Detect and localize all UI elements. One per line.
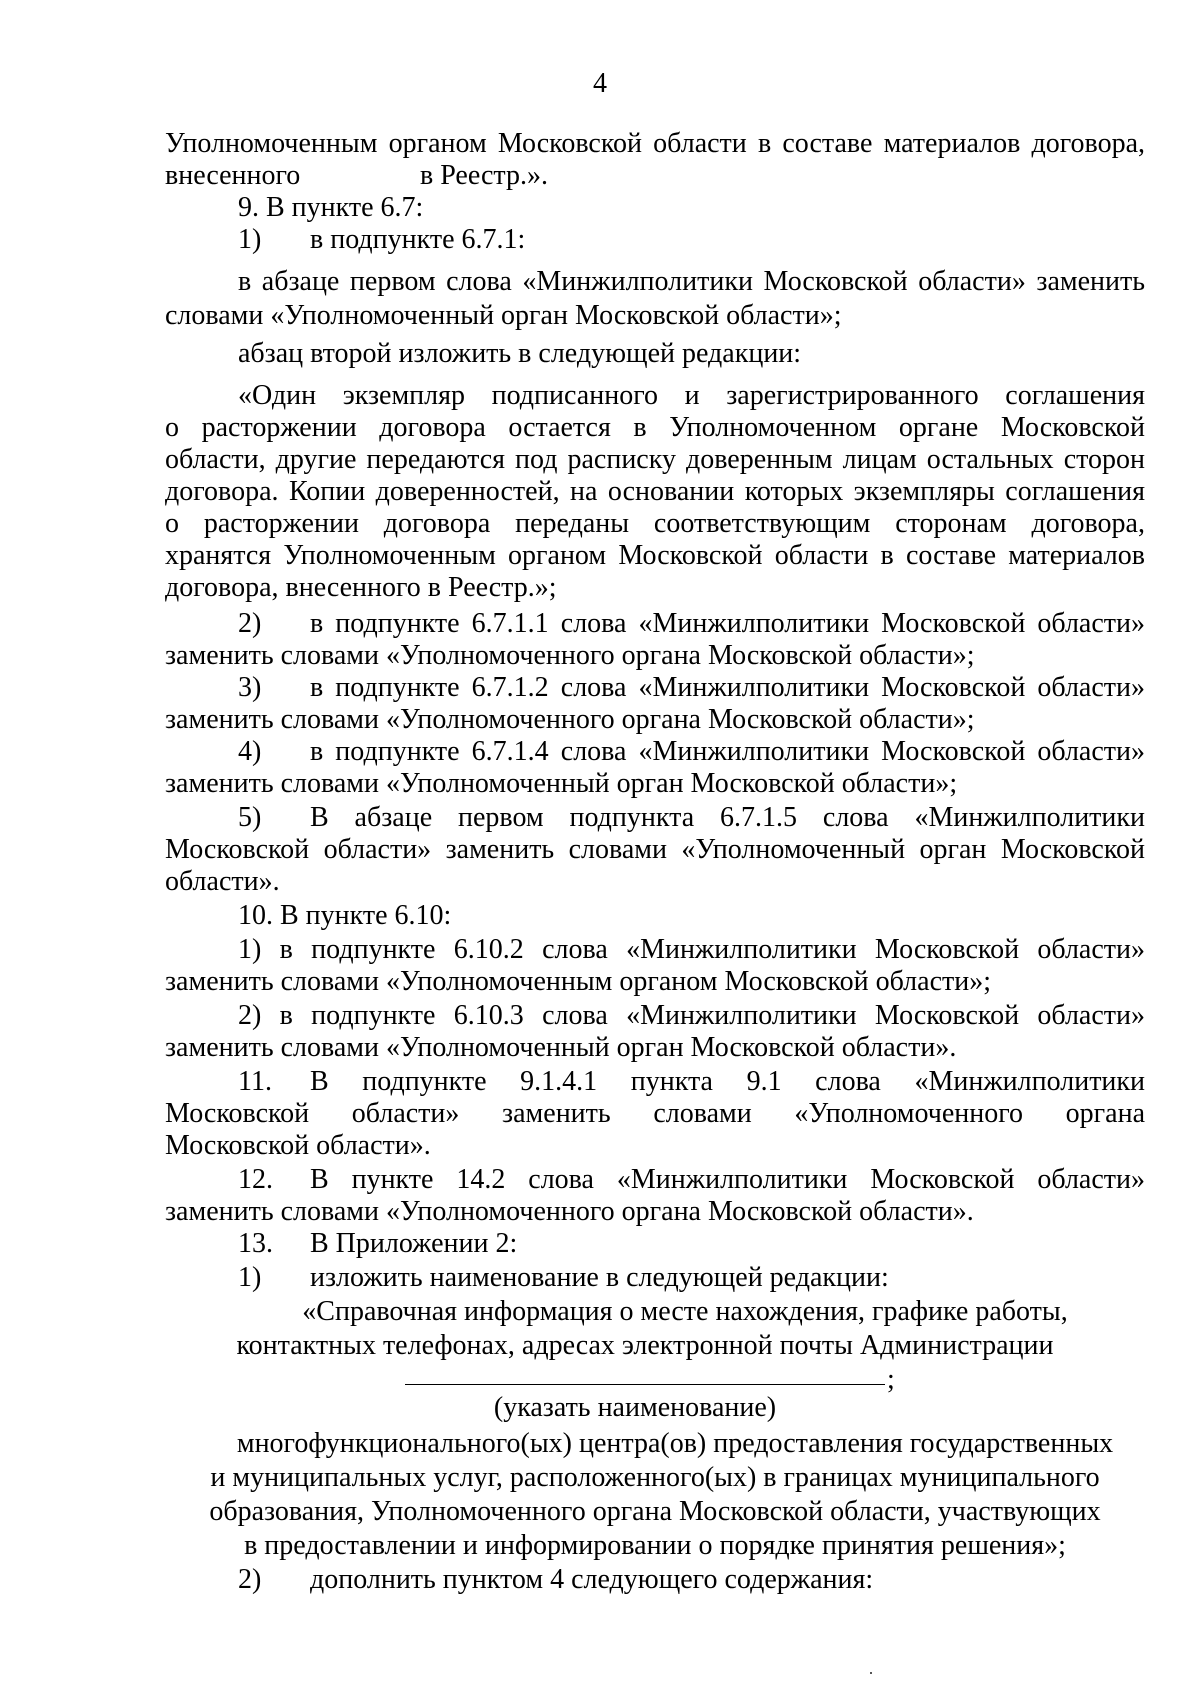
- text-line: образования, Уполномоченного органа Московской области, участвующих: [209, 1496, 1101, 1527]
- text-line: В абзаце первом подпункта 6.7.1.5 слова «Минжилполитики: [310, 802, 1145, 833]
- text-line: в абзаце первом слова «Минжилполитики Московской области» заменить: [238, 266, 1145, 297]
- page-number: 4: [593, 68, 607, 99]
- text-line: Уполномоченным органом Московской области в составе материалов договора,: [165, 128, 1145, 159]
- item-heading: 9. В пункте 6.7:: [238, 192, 424, 223]
- text-line: абзац второй изложить в следующей редакции:: [238, 338, 802, 369]
- text-line: контактных телефонах, адресах электронной почты Администрации: [236, 1330, 1054, 1361]
- text-line: в подпункте 6.7.1:: [310, 224, 526, 255]
- text-line: области, другие передаются под расписку доверенным лицам остальных сторон: [165, 444, 1145, 475]
- text-line: заменить словами «Уполномоченный орган Московской области».: [165, 1032, 957, 1063]
- list-number: 4): [238, 736, 262, 767]
- list-number: 2): [238, 608, 262, 639]
- text-line: 2) в подпункте 6.10.3 слова «Минжилполитики Московской области»: [238, 1000, 1145, 1031]
- text-line: заменить словами «Уполномоченного органа Московской области»;: [165, 704, 975, 735]
- text-line: дополнить пунктом 4 следующего содержания:: [310, 1564, 874, 1595]
- text-line: В пункте 14.2 слова «Минжилполитики Московской области»: [310, 1164, 1145, 1195]
- text-line: 1) в подпункте 6.10.2 слова «Минжилполитики Московской области»: [238, 934, 1145, 965]
- text-line: о расторжении договора переданы соответствующим сторонам договора,: [165, 508, 1145, 539]
- text-line: В подпункте 9.1.4.1 пункта 9.1 слова «Минжилполитики: [310, 1066, 1145, 1097]
- item-heading: 10. В пункте 6.10:: [238, 900, 452, 931]
- text-line: «Справочная информация о месте нахождения, графике работы,: [302, 1296, 1068, 1327]
- blank-underline: [405, 1384, 885, 1385]
- list-number: 1): [238, 1262, 262, 1293]
- list-number: 3): [238, 672, 262, 703]
- list-number: 12.: [238, 1164, 273, 1195]
- text-line: Московской области» заменить словами «Уполномоченный орган Московской: [165, 834, 1145, 865]
- list-number: 13.: [238, 1228, 273, 1259]
- text-line: в подпункте 6.7.1.4 слова «Минжилполитики Московской области»: [310, 736, 1145, 767]
- list-number: 2): [238, 1564, 262, 1595]
- text-line: многофункционального(ых) центра(ов) предоставления государственных: [236, 1428, 1114, 1459]
- list-number: 1): [238, 224, 262, 255]
- text-line: договора, внесенного в Реестр.»;: [165, 572, 557, 603]
- text-line: договора. Копии доверенностей, на основании которых экземпляры соглашения: [165, 476, 1145, 507]
- text-line: и муниципальных услуг, расположенного(ых) в границах муниципального: [210, 1462, 1100, 1493]
- text-line: Московской области» заменить словами «Уполномоченного органа: [165, 1098, 1145, 1129]
- text-line: Московской области».: [165, 1130, 431, 1161]
- text-line: в Реестр.».: [420, 160, 548, 191]
- text-line: заменить словами «Уполномоченного органа Московской области».: [165, 1196, 974, 1227]
- scan-speck: [870, 1672, 872, 1674]
- text-line: В Приложении 2:: [310, 1228, 518, 1259]
- text-line: внесенного: [165, 160, 301, 191]
- text-line: в подпункте 6.7.1.1 слова «Минжилполитики Московской области»: [310, 608, 1145, 639]
- text-line: заменить словами «Уполномоченного органа Московской области»;: [165, 640, 975, 671]
- text-line: в предоставлении и информировании о порядке принятия решения»;: [244, 1530, 1066, 1561]
- text-line: «Один экземпляр подписанного и зарегистрированного соглашения: [238, 380, 1145, 411]
- text-line: ;: [887, 1364, 895, 1395]
- text-line: (указать наименование): [493, 1392, 777, 1423]
- text-line: словами «Уполномоченный орган Московской области»;: [165, 300, 842, 331]
- text-line: в подпункте 6.7.1.2 слова «Минжилполитики Московской области»: [310, 672, 1145, 703]
- text-line: заменить словами «Уполномоченным органом Московской области»;: [165, 966, 992, 997]
- text-line: области».: [165, 866, 280, 897]
- text-line: заменить словами «Уполномоченный орган Московской области»;: [165, 768, 958, 799]
- text-line: хранятся Уполномоченным органом Московской области в составе материалов: [165, 540, 1145, 571]
- text-line: о расторжении договора остается в Уполномоченном органе Московской: [165, 412, 1145, 443]
- list-number: 5): [238, 802, 262, 833]
- list-number: 11.: [238, 1066, 272, 1097]
- text-line: изложить наименование в следующей редакции:: [310, 1262, 889, 1293]
